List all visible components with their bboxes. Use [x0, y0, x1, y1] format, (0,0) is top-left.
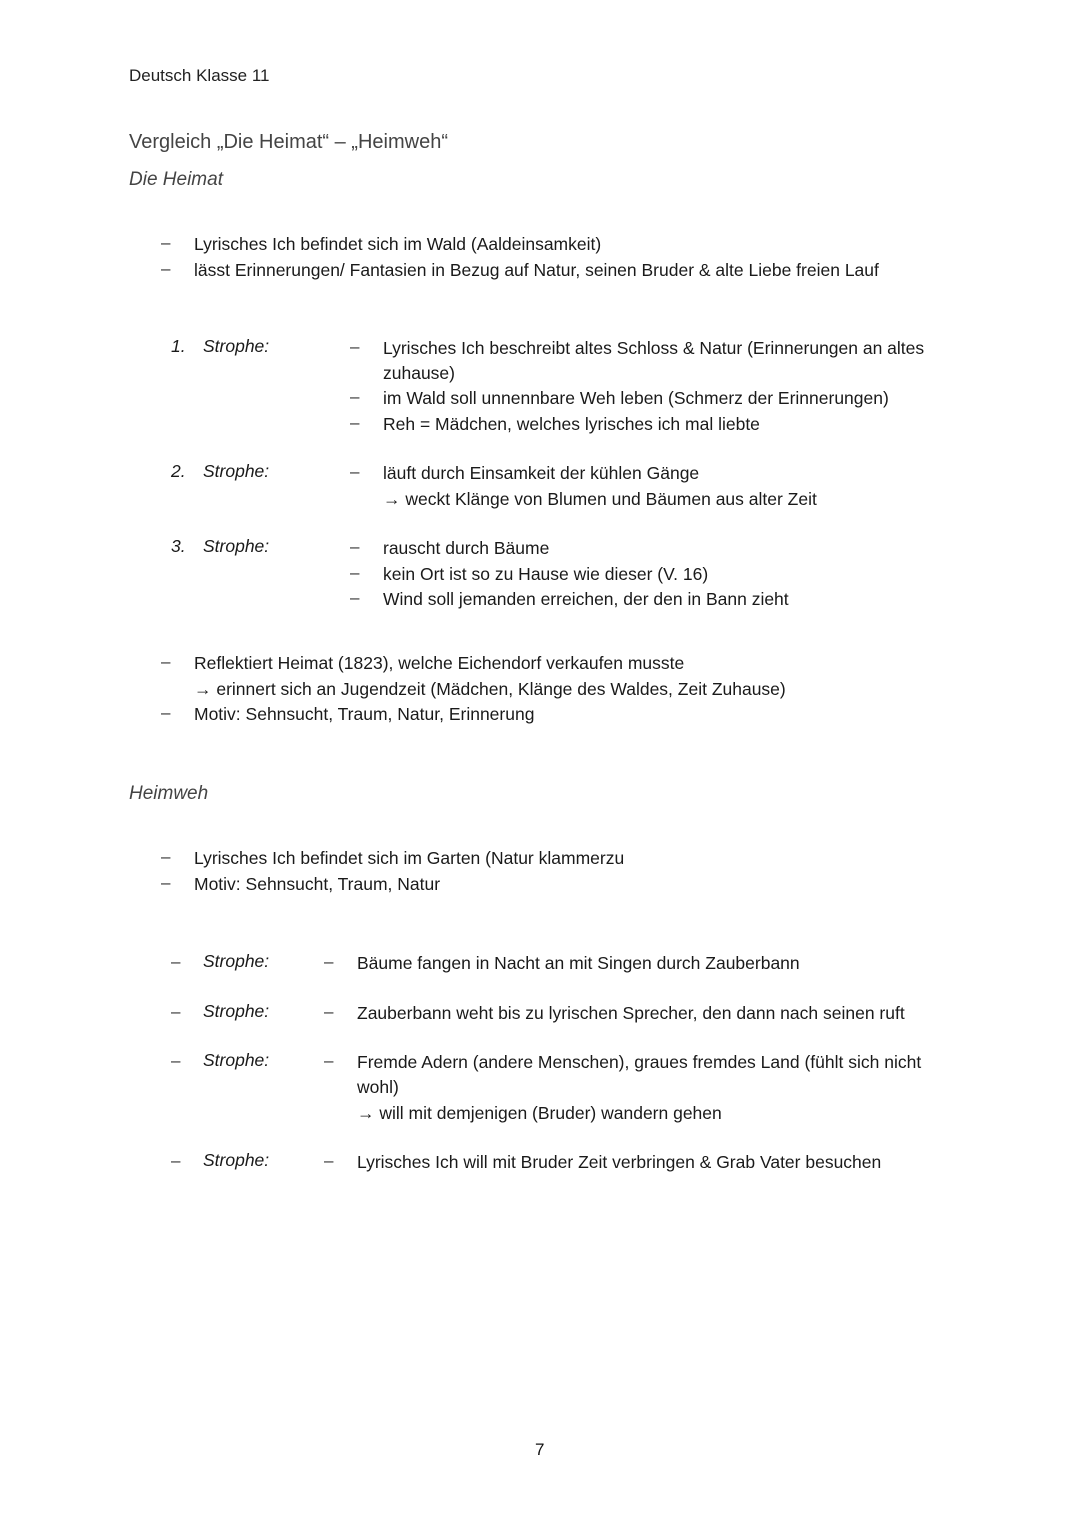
bullet-dash: – — [350, 387, 360, 406]
list-item: Reh = Mädchen, welches lyrisches ich mal liebte — [383, 414, 760, 434]
bullet-dash: – — [171, 952, 181, 971]
page-number: 7 — [535, 1440, 545, 1459]
list-item: kein Ort ist so zu Hause wie dieser (V. 16) — [383, 564, 709, 584]
list-item-arrow: → erinnert sich an Jugendzeit (Mädchen, Klänge des Waldes, Zeit Zuhause) — [194, 679, 786, 699]
bullet-dash: – — [161, 847, 171, 866]
list-item: rauscht durch Bäume — [383, 538, 550, 558]
stanza-label: Strophe: — [203, 336, 270, 356]
list-item-continuation: zuhause) — [383, 363, 455, 383]
list-item: Zauberbann weht bis zu lyrischen Sprecher, den dann nach seinen ruft — [357, 1003, 905, 1023]
bullet-dash: – — [171, 1151, 181, 1170]
bullet-dash: – — [350, 337, 360, 356]
bullet-dash: – — [161, 703, 171, 722]
bullet-dash: – — [324, 1051, 334, 1070]
list-item: Lyrisches Ich befindet sich im Garten (Natur klammerzu — [194, 848, 625, 868]
list-item: lässt Erinnerungen/ Fantasien in Bezug auf Natur, seinen Bruder & alte Liebe freien Lauf — [194, 260, 879, 280]
stanza-label: Strophe: — [203, 1001, 270, 1021]
stanza-number: 1. — [171, 336, 186, 356]
list-item: Lyrisches Ich befindet sich im Wald (Aaldeinsamkeit) — [194, 234, 602, 254]
list-item: Lyrisches Ich beschreibt altes Schloss & Natur (Erinnerungen an altes — [383, 338, 925, 358]
stanza-label: Strophe: — [203, 536, 270, 556]
list-item: Motiv: Sehnsucht, Traum, Natur — [194, 874, 441, 894]
bullet-dash: – — [171, 1051, 181, 1070]
list-item: Bäume fangen in Nacht an mit Singen durch Zauberbann — [357, 953, 800, 973]
bullet-dash: – — [161, 873, 171, 892]
list-item: Reflektiert Heimat (1823), welche Eichendorf verkaufen musste — [194, 653, 685, 673]
list-item: Lyrisches Ich will mit Bruder Zeit verbringen & Grab Vater besuchen — [357, 1152, 882, 1172]
bullet-dash: – — [350, 563, 360, 582]
list-item-arrow: → will mit demjenigen (Bruder) wandern gehen — [357, 1103, 722, 1123]
document-header: Deutsch Klasse 11 — [129, 66, 270, 85]
bullet-dash: – — [350, 588, 360, 607]
list-item: Wind soll jemanden erreichen, der den in Bann zieht — [383, 589, 789, 609]
bullet-dash: – — [324, 952, 334, 971]
bullet-dash: – — [350, 413, 360, 432]
list-item: im Wald soll unnennbare Weh leben (Schmerz der Erinnerungen) — [383, 388, 889, 408]
stanza-number: 3. — [171, 536, 186, 556]
stanza-label: Strophe: — [203, 1050, 270, 1070]
bullet-dash: – — [324, 1151, 334, 1170]
stanza-number: 2. — [171, 461, 186, 481]
bullet-dash: – — [350, 462, 360, 481]
list-item: Motiv: Sehnsucht, Traum, Natur, Erinnerung — [194, 704, 535, 724]
list-item-continuation: wohl) — [357, 1077, 399, 1097]
list-item: Fremde Adern (andere Menschen), graues fremdes Land (fühlt sich nicht — [357, 1052, 922, 1072]
bullet-dash: – — [161, 259, 171, 278]
bullet-dash: – — [171, 1002, 181, 1021]
section-heading-heimweh: Heimweh — [129, 783, 209, 804]
page-title: Vergleich „Die Heimat“ – „Heimweh“ — [129, 131, 448, 153]
bullet-dash: – — [350, 537, 360, 556]
section-heading-die-heimat: Die Heimat — [129, 169, 223, 190]
stanza-label: Strophe: — [203, 461, 270, 481]
bullet-dash: – — [161, 652, 171, 671]
bullet-dash: – — [324, 1002, 334, 1021]
stanza-label: Strophe: — [203, 1150, 270, 1170]
list-item: läuft durch Einsamkeit der kühlen Gänge — [383, 463, 700, 483]
stanza-label: Strophe: — [203, 951, 270, 971]
list-item-arrow: → weckt Klänge von Blumen und Bäumen aus alter Zeit — [383, 489, 817, 509]
bullet-dash: – — [161, 233, 171, 252]
